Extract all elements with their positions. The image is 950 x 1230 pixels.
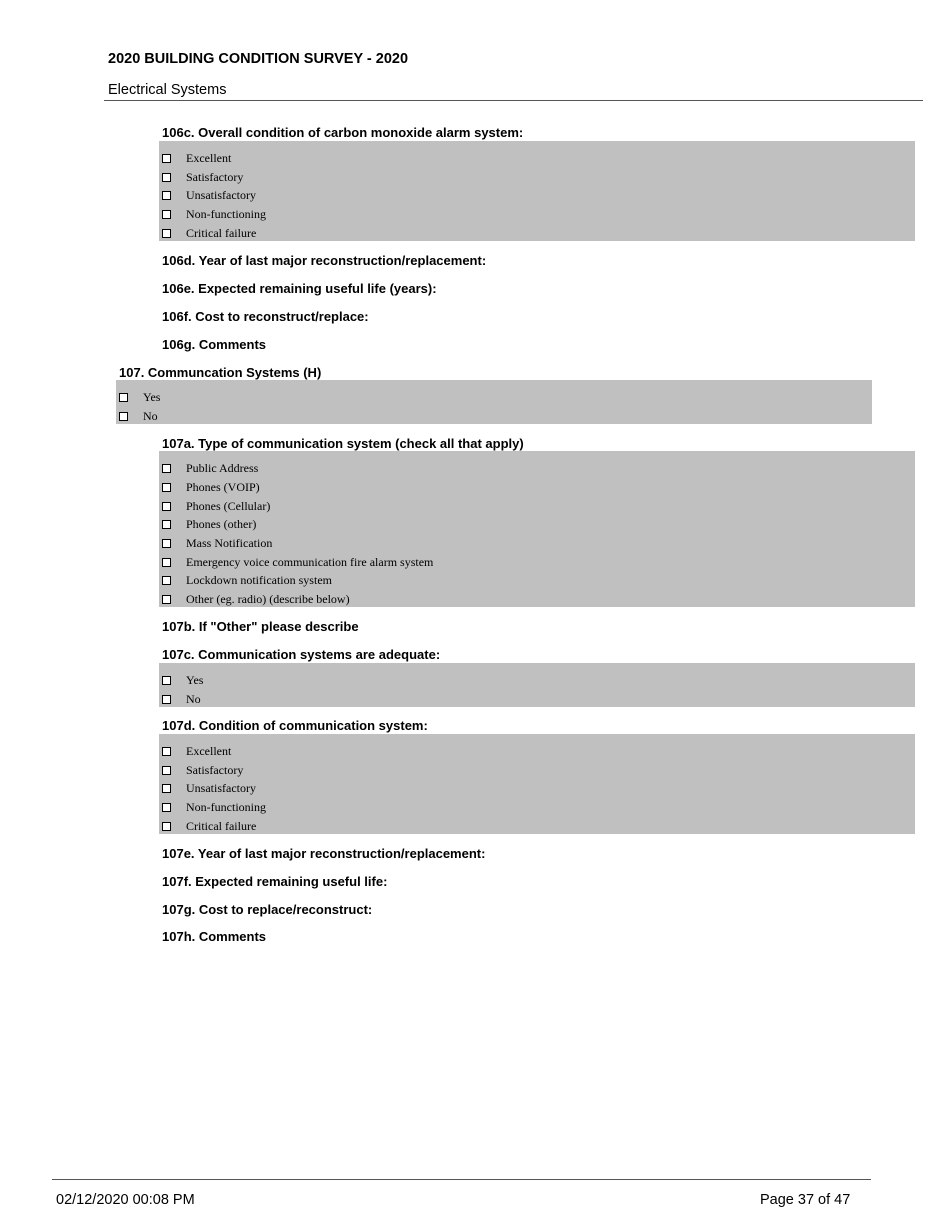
checkbox[interactable]	[162, 595, 171, 604]
question-106f: 106f. Cost to reconstruct/replace:	[162, 309, 369, 324]
checkbox[interactable]	[162, 520, 171, 529]
question-107h: 107h. Comments	[162, 929, 267, 944]
question-107f: 107f. Expected remaining useful life:	[162, 874, 388, 889]
footer-divider	[52, 1179, 871, 1180]
checkbox[interactable]	[162, 784, 171, 793]
option-non-functioning[interactable]: Non-functioning	[159, 798, 266, 816]
option-no[interactable]: No	[159, 690, 201, 708]
checkbox[interactable]	[162, 576, 171, 585]
checkbox[interactable]	[162, 695, 171, 704]
checkbox[interactable]	[119, 412, 128, 421]
checkbox[interactable]	[162, 502, 171, 511]
option-lockdown-notification[interactable]: Lockdown notification system	[159, 571, 332, 589]
option-non-functioning[interactable]: Non-functioning	[159, 205, 266, 223]
option-emergency-voice[interactable]: Emergency voice communication fire alarm system	[159, 553, 433, 571]
option-phones-other[interactable]: Phones (other)	[159, 515, 256, 533]
option-phones-voip[interactable]: Phones (VOIP)	[159, 478, 260, 496]
question-106d: 106d. Year of last major reconstruction/replacement:	[162, 253, 487, 268]
question-106e: 106e. Expected remaining useful life (years):	[162, 281, 437, 296]
checkbox[interactable]	[162, 539, 171, 548]
question-107: 107. Communcation Systems (H)	[119, 365, 322, 380]
question-106g: 106g. Comments	[162, 337, 267, 352]
option-phones-cellular[interactable]: Phones (Cellular)	[159, 497, 270, 515]
options-107c	[159, 663, 915, 707]
question-107g: 107g. Cost to replace/reconstruct:	[162, 902, 373, 917]
header-divider	[104, 100, 923, 101]
option-critical-failure[interactable]: Critical failure	[159, 224, 256, 242]
footer-page-number: Page 37 of 47	[760, 1192, 851, 1208]
option-satisfactory[interactable]: Satisfactory	[159, 168, 243, 186]
checkbox[interactable]	[162, 191, 171, 200]
footer-timestamp: 02/12/2020 00:08 PM	[56, 1192, 195, 1208]
option-excellent[interactable]: Excellent	[159, 149, 231, 167]
option-yes[interactable]: Yes	[116, 388, 160, 406]
option-mass-notification[interactable]: Mass Notification	[159, 534, 272, 552]
checkbox[interactable]	[162, 822, 171, 831]
checkbox[interactable]	[162, 766, 171, 775]
question-107a: 107a. Type of communication system (check all that apply)	[162, 436, 524, 451]
question-107d: 107d. Condition of communication system:	[162, 718, 428, 733]
checkbox[interactable]	[162, 483, 171, 492]
checkbox[interactable]	[162, 464, 171, 473]
options-107	[116, 380, 872, 424]
option-satisfactory[interactable]: Satisfactory	[159, 761, 243, 779]
option-unsatisfactory[interactable]: Unsatisfactory	[159, 186, 256, 204]
option-critical-failure[interactable]: Critical failure	[159, 817, 256, 835]
checkbox[interactable]	[162, 229, 171, 238]
options-107d	[159, 734, 915, 834]
checkbox[interactable]	[162, 676, 171, 685]
option-yes[interactable]: Yes	[159, 671, 203, 689]
checkbox[interactable]	[162, 558, 171, 567]
section-title: Electrical Systems	[108, 82, 227, 98]
question-107c: 107c. Communication systems are adequate:	[162, 647, 441, 662]
question-107b: 107b. If "Other" please describe	[162, 619, 359, 634]
survey-title: 2020 BUILDING CONDITION SURVEY - 2020	[108, 51, 409, 67]
option-other[interactable]: Other (eg. radio) (describe below)	[159, 590, 350, 608]
options-106c	[159, 141, 915, 241]
option-public-address[interactable]: Public Address	[159, 459, 258, 477]
option-no[interactable]: No	[116, 407, 158, 425]
checkbox[interactable]	[162, 803, 171, 812]
question-107e: 107e. Year of last major reconstruction/replacement:	[162, 846, 486, 861]
checkbox[interactable]	[162, 173, 171, 182]
checkbox[interactable]	[162, 210, 171, 219]
options-107a	[159, 451, 915, 607]
checkbox[interactable]	[162, 747, 171, 756]
option-excellent[interactable]: Excellent	[159, 742, 231, 760]
checkbox[interactable]	[119, 393, 128, 402]
question-106c: 106c. Overall condition of carbon monoxide alarm system:	[162, 125, 524, 140]
option-unsatisfactory[interactable]: Unsatisfactory	[159, 779, 256, 797]
checkbox[interactable]	[162, 154, 171, 163]
